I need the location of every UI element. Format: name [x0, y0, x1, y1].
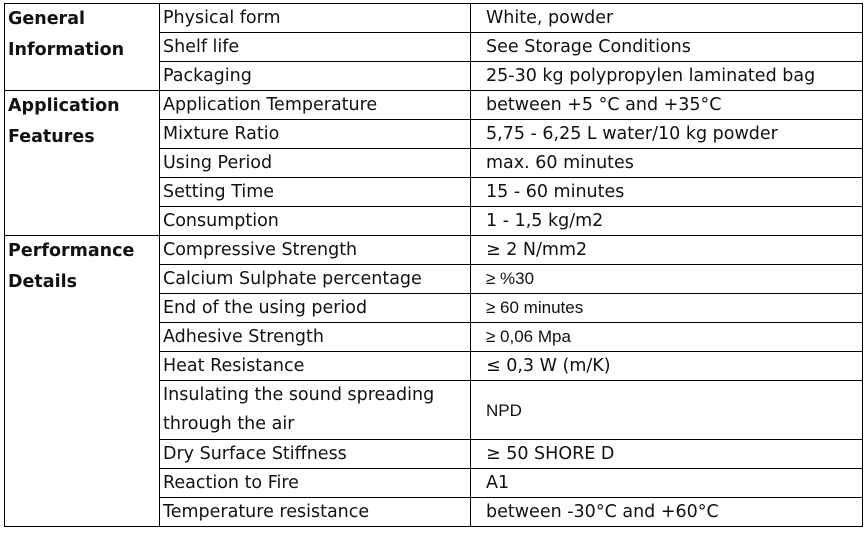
value-cell: 25-30 kg polypropylen laminated bag — [471, 62, 863, 91]
value-cell: 1 - 1,5 kg/m2 — [471, 207, 863, 236]
value-cell: max. 60 minutes — [471, 149, 863, 178]
property-cell: Temperature resistance — [160, 498, 471, 527]
property-cell: Application Temperature — [160, 91, 471, 120]
property-cell — [160, 381, 471, 440]
group-application-features — [5, 91, 160, 236]
property-cell: Mixture Ratio — [160, 120, 471, 149]
property-cell: Adhesive Strength — [160, 323, 471, 352]
property-line: Insulating the sound spreading — [163, 385, 435, 405]
property-cell: Packaging — [160, 62, 471, 91]
value-cell: ≥ 50 SHORE D — [471, 440, 863, 469]
group-title-line: Details — [8, 272, 77, 292]
property-cell: Compressive Strength — [160, 236, 471, 265]
group-performance-details — [5, 236, 160, 527]
property-cell: Physical form — [160, 4, 471, 33]
group-title-line: Information — [8, 40, 125, 60]
value-cell: 15 - 60 minutes — [471, 178, 863, 207]
value-cell: ≤ 0,3 W (m/K) — [471, 352, 863, 381]
technical-data-table — [4, 3, 863, 527]
table-row — [5, 4, 863, 33]
value-cell: between +5 °C and +35°C — [471, 91, 863, 120]
property-cell: Calcium Sulphate percentage — [160, 265, 471, 294]
property-cell: Shelf life — [160, 33, 471, 62]
property-line: through the air — [163, 414, 295, 434]
value-cell: between -30°C and +60°C — [471, 498, 863, 527]
property-cell: Heat Resistance — [160, 352, 471, 381]
property-cell: Dry Surface Stiffness — [160, 440, 471, 469]
value-cell: ≥ %30 — [471, 265, 863, 294]
table-row — [5, 91, 863, 120]
group-general-information — [5, 4, 160, 91]
group-title-line: Application — [8, 96, 120, 116]
group-title-line: Performance — [8, 241, 135, 261]
property-cell: Reaction to Fire — [160, 469, 471, 498]
property-cell: Consumption — [160, 207, 471, 236]
value-cell: See Storage Conditions — [471, 33, 863, 62]
value-cell: 5,75 - 6,25 L water/10 kg powder — [471, 120, 863, 149]
value-cell: A1 — [471, 469, 863, 498]
value-cell: NPD — [471, 381, 863, 440]
property-cell: Setting Time — [160, 178, 471, 207]
property-cell: End of the using period — [160, 294, 471, 323]
value-cell: ≥ 0,06 Mpa — [471, 323, 863, 352]
property-cell: Using Period — [160, 149, 471, 178]
value-cell: ≥ 60 minutes — [471, 294, 863, 323]
value-cell: ≥ 2 N/mm2 — [471, 236, 863, 265]
group-title-line: General — [8, 9, 85, 29]
group-title-line: Features — [8, 127, 95, 147]
value-cell: White, powder — [471, 4, 863, 33]
table-row — [5, 236, 863, 265]
